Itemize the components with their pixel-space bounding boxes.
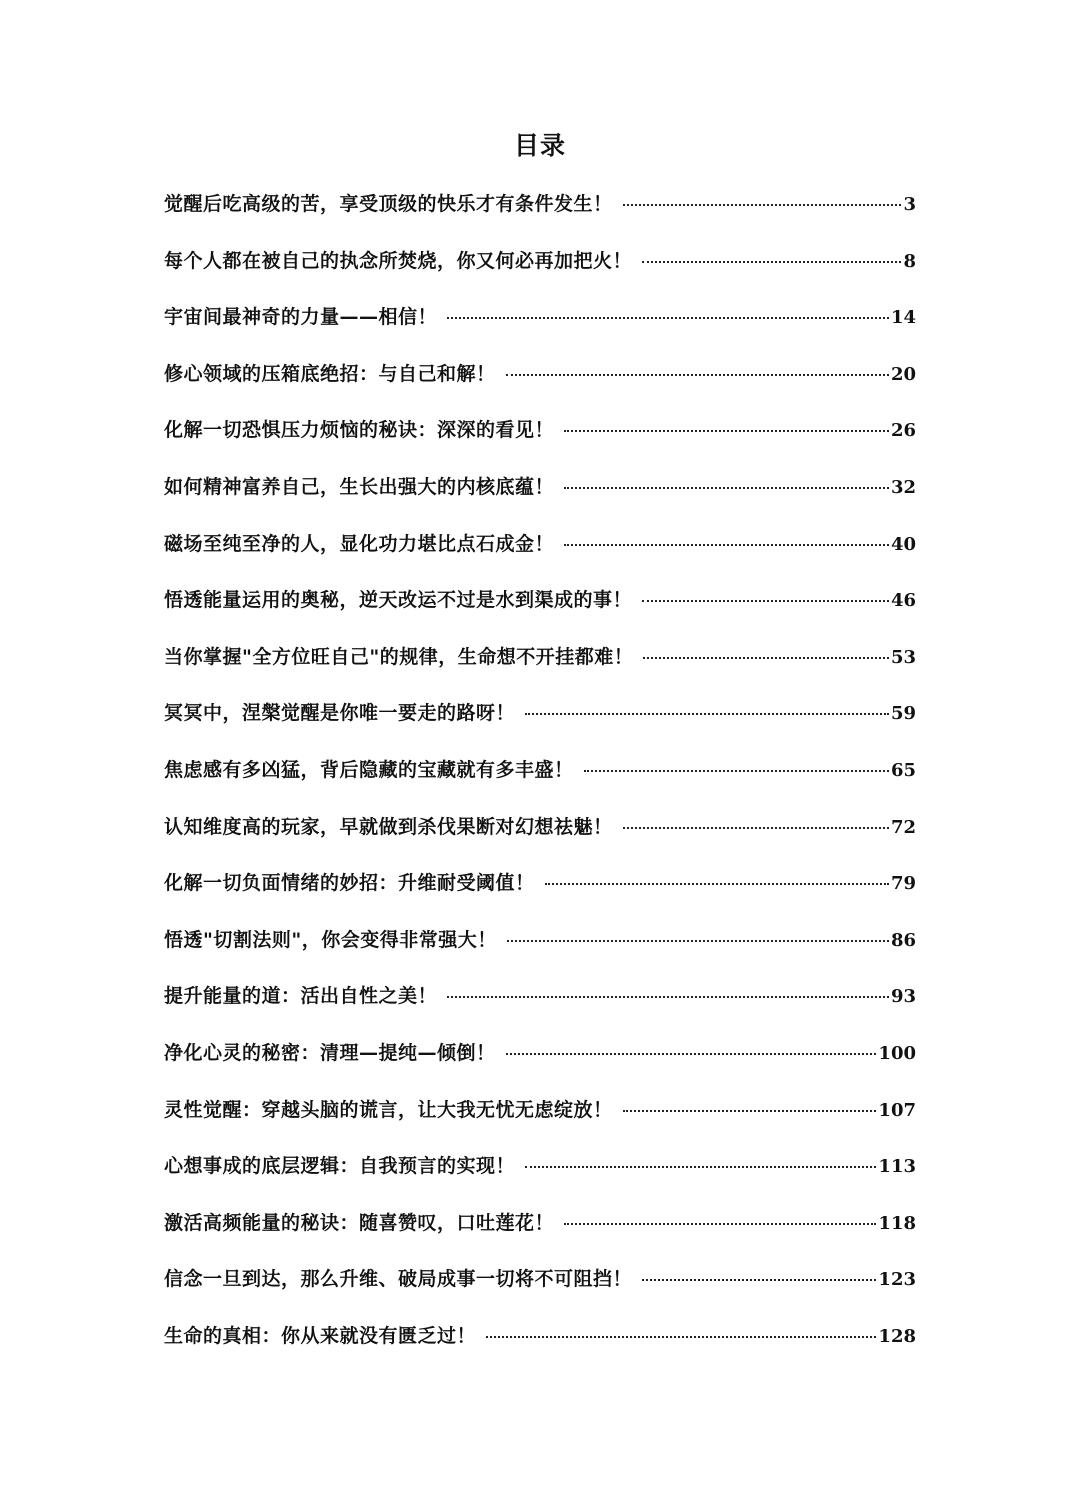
toc-entry-page-number: 40 xyxy=(890,533,916,555)
toc-entry-title: 如何精神富养自己，生长出强大的内核底蕴！ xyxy=(164,475,555,498)
toc-entry-title: 磁场至纯至净的人，显化功力堪比点石成金！ xyxy=(164,532,555,555)
dot-leader xyxy=(623,1110,877,1112)
toc-entry-title: 每个人都在被自己的执念所焚烧，你又何必再加把火！ xyxy=(164,249,633,272)
toc-entry-page-number: 72 xyxy=(890,816,916,838)
toc-entry[interactable] xyxy=(164,1148,916,1205)
toc-entry-title: 悟透"切割法则"，你会变得非常强大！ xyxy=(164,928,497,951)
toc-entry-title: 修心领域的压箱底绝招：与自己和解！ xyxy=(164,362,496,385)
toc-entry[interactable] xyxy=(164,1035,916,1092)
toc-entry-title: 焦虑感有多凶猛，背后隐藏的宝藏就有多丰盛！ xyxy=(164,758,574,781)
dot-leader xyxy=(623,827,889,829)
toc-entry[interactable] xyxy=(164,1092,916,1149)
toc-entry[interactable] xyxy=(164,186,916,243)
toc-entry-title: 悟透能量运用的奥秘，逆天改运不过是水到渠成的事！ xyxy=(164,589,633,612)
dot-leader xyxy=(507,940,889,942)
toc-entry-page-number: 79 xyxy=(890,873,916,895)
dot-leader xyxy=(564,430,889,432)
toc-entry-page-number: 8 xyxy=(903,250,916,272)
toc-entry-title: 生命的真相：你从来就没有匮乏过！ xyxy=(164,1324,477,1347)
toc-entry-page-number: 46 xyxy=(890,590,916,612)
dot-leader xyxy=(486,1336,876,1338)
toc-entry-title: 化解一切负面情绪的妙招：升维耐受阈值！ xyxy=(164,872,535,895)
toc-entry-title: 认知维度高的玩家，早就做到杀伐果断对幻想祛魅！ xyxy=(164,815,613,838)
dot-leader xyxy=(564,544,889,546)
toc-entry-title: 冥冥中，涅槃觉醒是你唯一要走的路呀！ xyxy=(164,702,516,725)
toc-entry[interactable] xyxy=(164,1261,916,1318)
toc-entry[interactable] xyxy=(164,978,916,1035)
toc-entry-page-number: 128 xyxy=(878,1325,916,1347)
toc-entry[interactable] xyxy=(164,582,916,639)
toc-entry-page-number: 20 xyxy=(890,363,916,385)
toc-entry-page-number: 14 xyxy=(890,307,916,329)
toc-entry-page-number: 32 xyxy=(890,476,916,498)
toc-entry-title: 心想事成的底层逻辑：自我预言的实现！ xyxy=(164,1155,516,1178)
toc-entry-page-number: 26 xyxy=(890,420,916,442)
toc-entry[interactable] xyxy=(164,639,916,696)
toc-entry[interactable] xyxy=(164,1205,916,1262)
toc-entry-page-number: 59 xyxy=(890,703,916,725)
toc-entry-page-number: 86 xyxy=(890,929,916,951)
toc-entry-title: 当你掌握"全方位旺自己"的规律，生命想不开挂都难！ xyxy=(164,645,634,668)
toc-entry[interactable] xyxy=(164,526,916,583)
dot-leader xyxy=(642,600,889,602)
toc-entry-title: 觉醒后吃高级的苦，享受顶级的快乐才有条件发生！ xyxy=(164,193,613,215)
toc-entry[interactable] xyxy=(164,809,916,866)
toc-entry-page-number: 53 xyxy=(890,646,916,668)
toc-entry-title: 提升能量的道：活出自性之美！ xyxy=(164,985,438,1008)
dot-leader xyxy=(564,1223,876,1225)
toc-entry[interactable] xyxy=(164,299,916,356)
dot-leader xyxy=(623,204,902,206)
toc-entry[interactable] xyxy=(164,865,916,922)
toc-entry-title: 激活高频能量的秘诀：随喜赞叹，口吐莲花！ xyxy=(164,1211,555,1234)
dot-leader xyxy=(447,317,889,319)
toc-entry[interactable] xyxy=(164,695,916,752)
toc-entry-page-number: 118 xyxy=(878,1212,916,1234)
toc-entry[interactable] xyxy=(164,1318,916,1375)
toc-entry-title: 信念一旦到达，那么升维、破局成事一切将不可阻挡！ xyxy=(164,1268,633,1291)
dot-leader xyxy=(584,770,889,772)
toc-entry-title: 净化心灵的秘密：清理—提纯—倾倒！ xyxy=(164,1041,496,1064)
toc-entry[interactable] xyxy=(164,922,916,979)
toc-entry-page-number: 93 xyxy=(890,986,916,1008)
toc-entry-title: 化解一切恐惧压力烦恼的秘诀：深深的看见！ xyxy=(164,419,555,442)
dot-leader xyxy=(525,1166,876,1168)
dot-leader xyxy=(506,374,889,376)
toc-list xyxy=(164,186,916,1374)
toc-entry-title: 灵性觉醒：穿越头脑的谎言，让大我无忧无虑绽放！ xyxy=(164,1098,613,1121)
toc-entry-page-number: 113 xyxy=(878,1156,916,1178)
toc-entry[interactable] xyxy=(164,243,916,300)
dot-leader xyxy=(564,487,889,489)
dot-leader xyxy=(643,657,889,659)
toc-entry[interactable] xyxy=(164,469,916,526)
toc-entry-page-number: 107 xyxy=(878,1099,916,1121)
toc-entry[interactable] xyxy=(164,752,916,809)
dot-leader xyxy=(642,261,901,263)
toc-entry-page-number: 65 xyxy=(890,759,916,781)
dot-leader xyxy=(642,1279,876,1281)
dot-leader xyxy=(506,1053,877,1055)
toc-entry-page-number: 100 xyxy=(878,1042,916,1064)
dot-leader xyxy=(447,996,889,998)
toc-entry[interactable] xyxy=(164,356,916,413)
dot-leader xyxy=(525,713,889,715)
toc-entry[interactable] xyxy=(164,412,916,469)
toc-entry-page-number: 123 xyxy=(878,1269,916,1291)
toc-title: 目录 xyxy=(513,131,566,160)
dot-leader xyxy=(545,883,889,885)
toc-entry-page-number: 3 xyxy=(903,194,916,215)
toc-entry-title: 宇宙间最神奇的力量——相信！ xyxy=(164,306,438,329)
